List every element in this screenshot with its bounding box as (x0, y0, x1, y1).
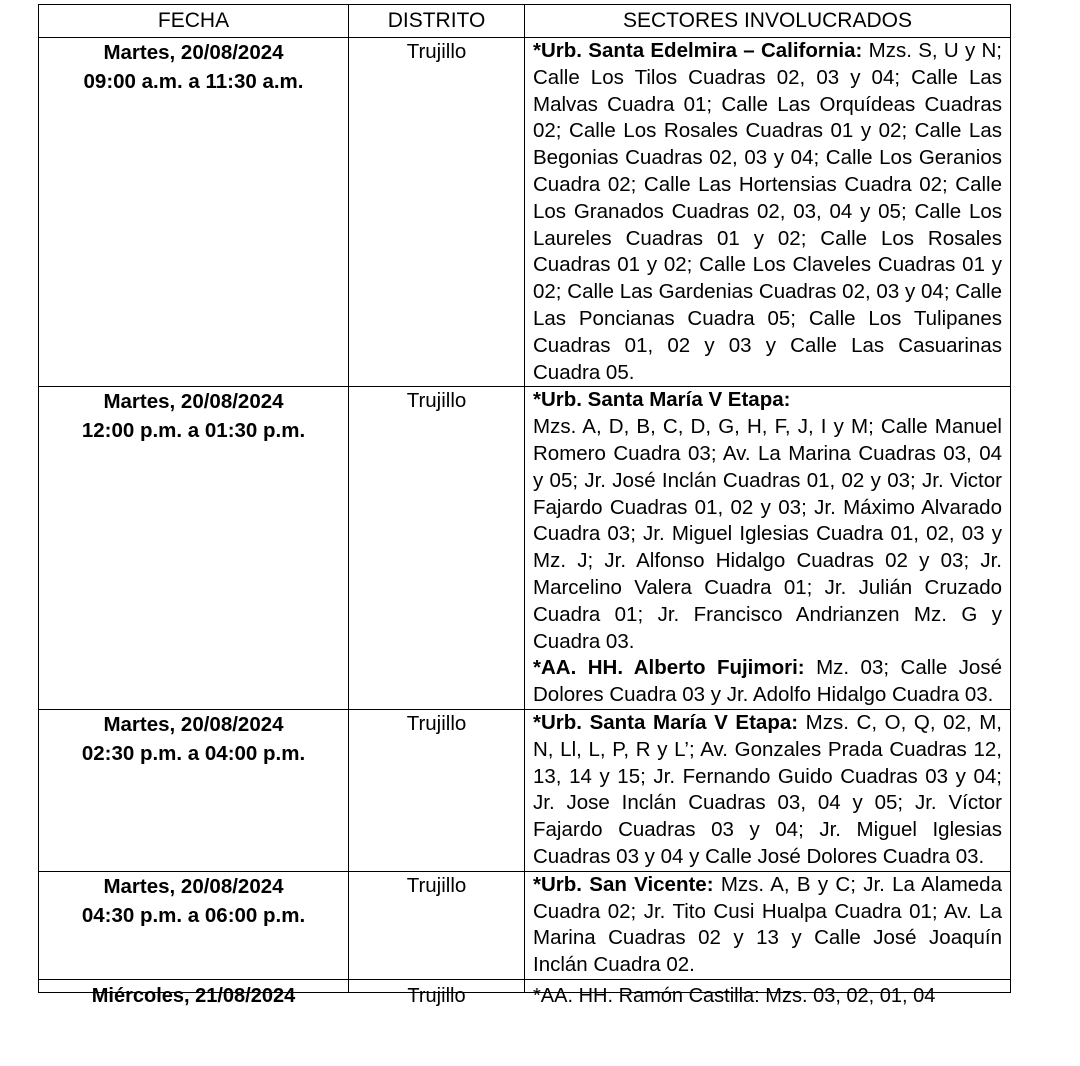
sectores-cell (525, 709, 1011, 871)
fecha-cell (39, 979, 349, 1007)
table-row (39, 871, 1011, 979)
sectores-cell (525, 38, 1011, 387)
distrito-cell: Trujillo (349, 709, 525, 871)
sector-title: *Urb. Santa Edelmira – California: (533, 39, 863, 62)
fecha-cell (39, 871, 349, 979)
fecha-time: 12:00 p.m. a 01:30 p.m. (81, 419, 306, 443)
fecha-cell (39, 709, 349, 871)
fecha-time: 04:30 p.m. a 06:00 p.m. (81, 903, 306, 927)
sector-detail: Mzs. S, U y N; Calle Los Tilos Cuadras 02, 03 y 04; Calle Las Malvas Cuadra 01; Calle Las Orquídeas Cuadras 02; Calle Los Rosales Cuadras 01 y 02; Calle Las Begonias Cuadras 02, 03 y 04; Calle Los Geranios Cuadra 02; Calle Las Hortensias Cuadra 02; Calle Los Granados Cuadras 02, 03, 04 y 05; Calle Los Laureles Cuadras 01 y 02; Calle Los Rosales Cuadras 01 y 02; Calle Los Claveles Cuadras 01 y 02; Calle Las Gardenias Cuadras 02, 03 y 04; Calle Las Poncianas Cuadra 05; Calle Los Tulipanes Cuadras 01, 02 y 03 y Calle Las Casuarinas Cuadra 05. (533, 39, 1002, 384)
sector-title: *Urb. San Vicente: (533, 872, 714, 896)
fecha-time: 09:00 a.m. a 11:30 a.m. (83, 70, 304, 93)
sector-title: *AA. HH. Alberto Fujimori: (533, 656, 805, 680)
sector-block (533, 710, 1002, 871)
sector-detail: Mzs. A, D, B, C, D, G, H, F, J, I y M; Calle Manuel Romero Cuadra 03; Av. La Marina Cuadras 03, 04 y 05; Jr. José Inclán Cuadras 01, 02 y 03; Jr. Victor Fajardo Cuadras 01, 02 y 03; Jr. Máximo Alvarado Cuadra 03; Jr. Miguel Iglesias Cuadra 01, 02, 03 y Mz. J; Jr. Alfonso Hidalgo Cuadras 02 y 03; Jr. Marcelino Valera Cuadra 01; Jr. Julián Cruzado Cuadra 01; Jr. Francisco Andrianzen Mz. G y Cuadra 03. (533, 415, 1002, 653)
header-distrito: DISTRITO (349, 5, 525, 38)
fecha-date: Miércoles, 21/08/2024 (91, 984, 296, 1007)
distrito-cell: Trujillo (349, 871, 525, 979)
header-row (39, 5, 1011, 38)
sector-block (533, 387, 1002, 414)
fecha-cell (39, 387, 349, 710)
fecha-date: Martes, 20/08/2024 (103, 41, 284, 64)
fecha-cell (39, 38, 349, 387)
table-row (39, 709, 1011, 871)
sector-block (533, 38, 1002, 386)
distrito-text: Trujillo (407, 984, 466, 1007)
fecha-date: Martes, 20/08/2024 (103, 874, 284, 898)
header-sectores: SECTORES INVOLUCRADOS (525, 5, 1011, 38)
fecha-time: 02:30 p.m. a 04:00 p.m. (81, 741, 306, 765)
header-fecha: FECHA (39, 5, 349, 38)
sector-detail: Mzs. A, B y C; Jr. La Alameda Cuadra 02; Jr. Tito Cusi Hualpa Cuadra 01; Av. La Marina Cuadras 02 y 13 y Calle José Joaquín Inclán Cuadra 02. (533, 872, 1002, 977)
sector-block (533, 872, 1002, 979)
schedule-table (38, 4, 1011, 1007)
sector-detail: Mzs. C, O, Q, 02, M, N, Ll, L, P, R y L’; Av. Gonzales Prada Cuadras 12, 13, 14 y 15; Jr. Fernando Guido Cuadras 03 y 04; Jr. Jose Inclán Cuadras 03, 04 y 05; Jr. Víctor Fajardo Cuadras 03 y 04; Jr. Miguel Iglesias Cuadras 03 y 04 y Calle José Dolores Cuadra 03. (533, 710, 1002, 868)
sectores-cell (525, 979, 1011, 1007)
sector-detail: Mz. 03; Calle José Dolores Cuadra 03 y Jr. Adolfo Hidalgo Cuadra 03. (533, 656, 1002, 707)
sector-block (533, 655, 1002, 709)
sector-title: *Urb. Santa María V Etapa: (533, 388, 791, 412)
fecha-date: Martes, 20/08/2024 (103, 390, 284, 414)
sector-detail: *AA. HH. Ramón Castilla: Mzs. 03, 02, 01, 04 (533, 984, 936, 1007)
distrito-cell: Trujillo (349, 387, 525, 710)
sector-block (533, 414, 1002, 655)
fecha-date: Martes, 20/08/2024 (103, 712, 284, 736)
table-row-partial (39, 979, 1011, 992)
table-row (39, 387, 1011, 710)
sector-title: *Urb. Santa María V Etapa: (533, 710, 799, 734)
sectores-cell (525, 387, 1011, 710)
sectores-cell (525, 871, 1011, 979)
table-row (39, 38, 1011, 387)
distrito-cell: Trujillo (349, 38, 525, 387)
distrito-cell (349, 979, 525, 1007)
